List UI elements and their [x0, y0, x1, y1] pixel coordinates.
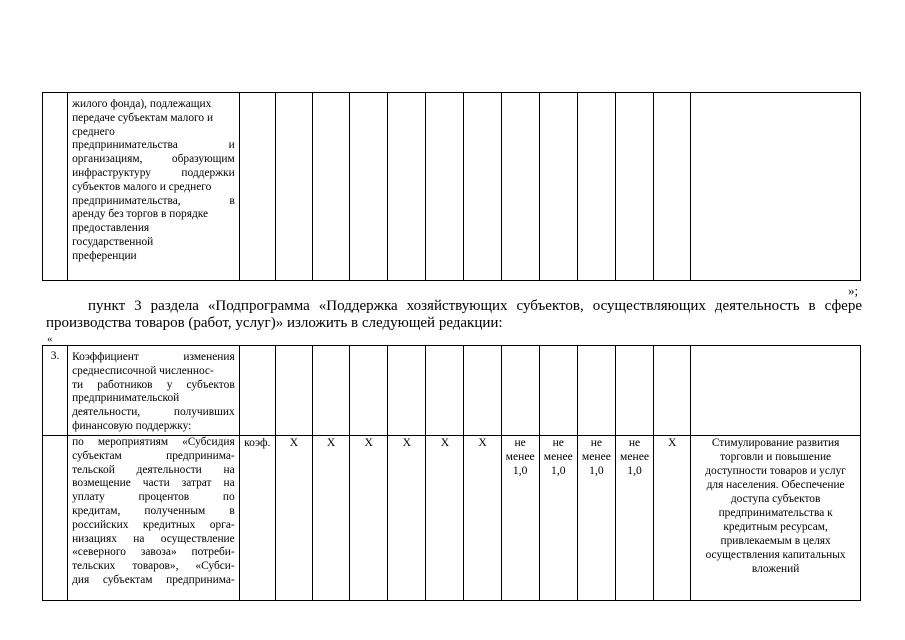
cell-empty [464, 93, 501, 281]
desc-line: государственной [72, 235, 154, 248]
desc-line: предпринимательства и [72, 139, 235, 152]
cell-description [68, 93, 240, 281]
desc-line: организациям, образующим [72, 153, 235, 166]
cell-min-value [615, 436, 653, 601]
header-line: Коэффициент изменения [72, 351, 235, 363]
min-text: не [628, 436, 641, 449]
header-line: финансовую поддержку: [72, 419, 192, 432]
cell-empty [615, 346, 653, 436]
sub-line: возмещение части затрат на [72, 477, 235, 490]
sub-line: уплату процентов по [72, 491, 235, 504]
amendment-paragraph [46, 298, 862, 331]
cell-empty [577, 93, 615, 281]
cell-empty [239, 93, 275, 281]
min-text: 1,0 [512, 464, 528, 477]
desc-line: инфраструктуру поддержки [72, 166, 235, 179]
paragraph-line-2: производства товаров (работ, услуг)» изложить в следующей редакции: [46, 314, 503, 331]
opening-quote: « [47, 333, 53, 345]
cell-empty [350, 93, 388, 281]
table-continuation [42, 92, 861, 281]
min-text: 1,0 [627, 464, 642, 477]
cell-empty [539, 93, 577, 281]
cell-empty [350, 346, 388, 436]
cell-empty [654, 93, 691, 281]
cell-indicator-header [68, 346, 240, 436]
cell-x-value: Х [426, 436, 464, 601]
closing-quote: »; [848, 283, 859, 298]
cell-empty [426, 346, 464, 436]
min-text: не [552, 436, 564, 449]
min-text: 1,0 [551, 464, 566, 477]
desc-line: субъектов малого и среднего [72, 180, 212, 193]
desc-line: предоставления [72, 222, 150, 235]
cell-row-number: 3. [43, 346, 68, 436]
desc-line: преференции [72, 249, 137, 262]
sub-line: тельских товаров», «Субси- [72, 560, 235, 573]
desc-line: передаче субъектам малого и [72, 111, 214, 124]
sub-line: дия субъектам предпринима- [72, 573, 235, 586]
result-line: доступа субъектов [730, 493, 821, 505]
cell-empty [388, 346, 426, 436]
header-line: среднесписочной численнос- [72, 364, 214, 377]
cell-empty [615, 93, 653, 281]
cell-empty [239, 346, 275, 436]
result-line: предпринимательства к [718, 507, 833, 519]
cell-empty [312, 346, 349, 436]
cell-min-value [577, 436, 615, 601]
header-line: деятельности, получивших [72, 406, 235, 419]
cell-x-value: Х [350, 436, 388, 601]
cell-min-value [539, 436, 577, 601]
min-text: менее [543, 450, 573, 463]
min-text: менее [581, 450, 611, 463]
desc-line: предпринимательства, в [72, 194, 235, 207]
sub-line: кредитам, полученным в [72, 504, 235, 517]
result-line: кредитным ресурсам, [723, 521, 828, 533]
cell-empty [501, 93, 539, 281]
cell-x-value: Х [275, 436, 312, 601]
min-text: 1,0 [589, 464, 604, 477]
cell-empty [388, 93, 426, 281]
cell-empty [539, 346, 577, 436]
min-text: менее [620, 450, 649, 463]
desc-line: среднего [72, 125, 115, 138]
min-text: не [514, 436, 526, 449]
sub-line: низациях на осуществление [72, 532, 235, 545]
sub-line: «северного завоза» потреби- [72, 546, 235, 559]
sub-line: по мероприятиям «Субсидия [72, 436, 235, 448]
cell-empty [654, 346, 691, 436]
cell-x-value: Х [312, 436, 349, 601]
cell-x-value: Х [388, 436, 426, 601]
cell-indicator-detail [68, 436, 240, 601]
paragraph-line-1: пункт 3 раздела «Подпрограмма «Поддержка хозяйствующих субъектов, осуществляющих деятельность в сфере [88, 298, 862, 314]
cell-unit: коэф. [239, 436, 275, 601]
cell-expected-result [691, 436, 861, 601]
result-line: привлекаемым в целях [720, 535, 831, 547]
cell-empty [426, 93, 464, 281]
result-line: вложений [751, 563, 800, 575]
result-line: для населения. Обеспечение [706, 479, 845, 491]
cell-x-value: Х [654, 436, 691, 601]
header-line: предпринимательской [72, 392, 180, 405]
cell-empty [577, 346, 615, 436]
desc-line: жилого фонда), подлежащих [72, 98, 212, 110]
cell-x-value: Х [464, 436, 501, 601]
table-new-edition [42, 345, 861, 601]
sub-line: тельской деятельности на [72, 463, 235, 476]
header-line: ти работников у субъектов [72, 378, 235, 391]
cell-empty [691, 93, 861, 281]
result-line: доступности товаров и услуг [705, 465, 846, 477]
sub-line: субъектам предпринима- [72, 449, 235, 462]
cell-empty [501, 346, 539, 436]
result-line: осуществления капитальных [705, 549, 846, 561]
sub-line: российских кредитных орга- [72, 518, 235, 531]
desc-line: аренду без торгов в порядке [72, 208, 209, 221]
cell-empty [43, 436, 68, 601]
cell-empty [464, 346, 501, 436]
cell-min-value [501, 436, 539, 601]
min-text: менее [505, 450, 535, 463]
result-line: Стимулирование развития [711, 437, 840, 449]
min-text: не [590, 436, 603, 449]
cell-empty [312, 93, 349, 281]
cell-empty [691, 346, 861, 436]
cell-empty [275, 346, 312, 436]
cell-number [43, 93, 68, 281]
cell-empty [275, 93, 312, 281]
result-line: торговли и повышение [720, 451, 832, 463]
